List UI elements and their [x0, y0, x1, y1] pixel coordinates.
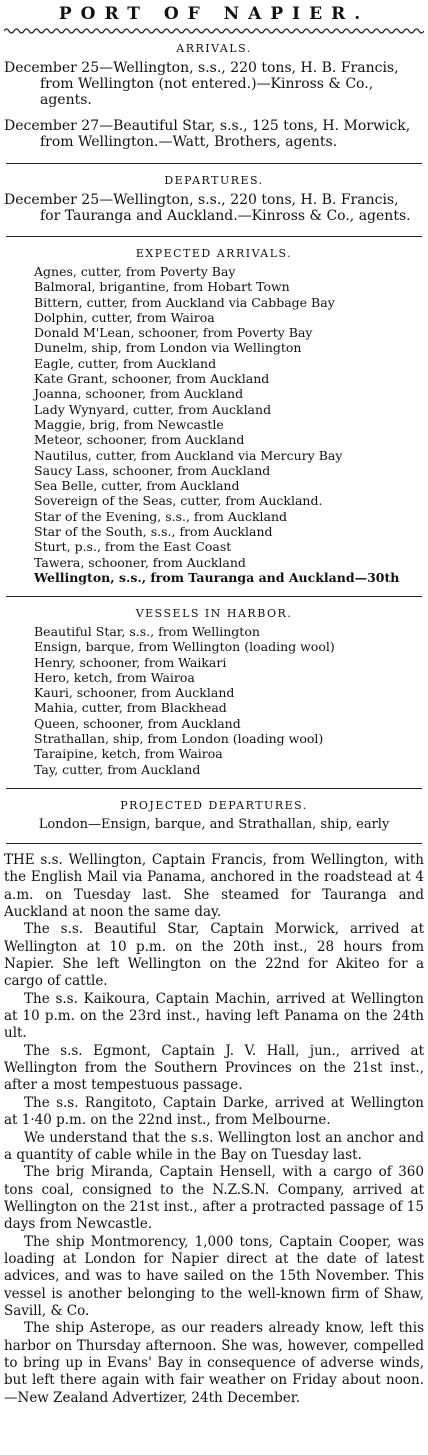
section-divider	[6, 788, 422, 789]
entry-line: December 27—Beautiful Star, s.s., 125 tons, H. Morwick,	[4, 118, 411, 134]
list-item: Hero, ketch, from Wairoa	[34, 669, 195, 685]
list-item: Wellington, s.s., from Tauranga and Auckland—30th	[34, 569, 400, 585]
arrival-entry	[4, 60, 424, 108]
departure-entry	[4, 192, 424, 224]
list-item: Lady Wynyard, cutter, from Auckland	[34, 401, 272, 417]
news-paragraph: The ship Montmorency, 1,000 tons, Captain Cooper, was loading at London for Napier direct at the date of latest advices, and was to have sailed on the 15th November. This vessel is another belonging to the well-known firm of Shaw, Savill, & Co.	[4, 1233, 424, 1319]
shipping-news	[4, 852, 424, 1407]
arrivals-heading: ARRIVALS.	[176, 42, 252, 55]
list-item: Nautilus, cutter, from Auckland via Mercury Bay	[34, 447, 343, 463]
list-item: Strathallan, ship, from London (loading wool)	[34, 731, 324, 747]
list-item: Sovereign of the Seas, cutter, from Auckland.	[34, 493, 323, 509]
list-item: Maggie, brig, from Newcastle	[34, 416, 224, 432]
entry-line: from Wellington.—Watt, Brothers, agents.	[40, 134, 338, 150]
list-item: Queen, schooner, from Auckland	[34, 715, 241, 731]
entry-line: December 25—Wellington, s.s., 220 tons, H. B. Francis,	[4, 60, 399, 76]
entry-line: from Wellington (not entered.)—Kinross & Co.,	[40, 76, 374, 92]
wavy-rule	[4, 27, 424, 35]
list-item: Kauri, schooner, from Auckland	[34, 685, 235, 701]
list-item: Sea Belle, cutter, from Auckland	[34, 478, 240, 494]
news-paragraph: The s.s. Egmont, Captain J. V. Hall, jun., arrived at Wellington from the Southern Provinces on the 21st inst., after a most tempestuous passage.	[4, 1042, 424, 1094]
list-item: Joanna, schooner, from Auckland	[34, 386, 244, 402]
news-paragraph: THE s.s. Wellington, Captain Francis, from Wellington, with the English Mail via Panama, anchored in the roadstead at 4 a.m. on Tuesday last. She steamed for Tauranga and Auckland at noon the same day.	[4, 852, 424, 921]
news-paragraph: The s.s. Kaikoura, Captain Machin, arrived at Wellington at 10 p.m. on the 23rd inst., having left Panama on the 24th ult.	[4, 990, 424, 1042]
list-item: Mahia, cutter, from Blackhead	[34, 700, 227, 716]
list-item: Donald M'Lean, schooner, from Poverty Bay	[34, 325, 313, 341]
list-item: Meteor, schooner, from Auckland	[34, 432, 245, 448]
list-item: Henry, schooner, from Waikari	[34, 654, 227, 670]
section-divider	[6, 843, 422, 844]
news-paragraph: The s.s. Rangitoto, Captain Darke, arrived at Wellington at 1·40 p.m. on the 22nd inst., from Melbourne.	[4, 1094, 424, 1129]
list-item: Sturt, p.s., from the East Coast	[34, 539, 232, 555]
list-item: Tay, cutter, from Auckland	[34, 761, 201, 777]
news-paragraph: The brig Miranda, Captain Hensell, with a cargo of 360 tons coal, consigned to the N.Z.S.N. Company, arrived at Wellington on the 21st inst., after a protracted passage of 15 days from Newcastle.	[4, 1164, 424, 1233]
vessels-in-harbor-list	[34, 624, 426, 777]
arrival-entry	[4, 118, 424, 150]
projected-departures-heading: PROJECTED DEPARTURES.	[120, 799, 308, 812]
list-item: Kate Grant, schooner, from Auckland	[34, 371, 270, 387]
list-item: Saucy Lass, schooner, from Auckland	[34, 462, 271, 478]
list-item: Agnes, cutter, from Poverty Bay	[34, 264, 236, 279]
news-paragraph: We understand that the s.s. Wellington lost an anchor and a quantity of cable while in the Bay on Tuesday last.	[4, 1129, 424, 1163]
expected-arrivals-list	[34, 264, 426, 585]
list-item: Dolphin, cutter, from Wairoa	[34, 309, 215, 325]
list-item: Taraipine, ketch, from Wairoa	[34, 746, 223, 762]
list-item: Star of the South, s.s., from Auckland	[34, 524, 273, 540]
projected-departure-line: London—Ensign, barque, and Strathallan, ship, early	[38, 817, 390, 832]
list-item: Balmoral, brigantine, from Hobart Town	[34, 279, 290, 295]
entry-line: December 25—Wellington, s.s., 220 tons, H. B. Francis,	[4, 192, 399, 208]
news-paragraph: The ship Asterope, as our readers already know, left this harbor on Thursday afternoon. She was, however, compelled to bring up in Evans' Bay in consequence of adverse winds, but left there again with fair weather on Friday about noon.—New Zealand Advertizer, 24th December.	[4, 1320, 424, 1406]
entry-line: for Tauranga and Auckland.—Kinross & Co., agents.	[40, 208, 411, 224]
departures-heading: DEPARTURES.	[164, 174, 264, 187]
list-item: Tawera, schooner, from Auckland	[34, 554, 246, 570]
page-title: PORT OF NAPIER.	[58, 4, 370, 24]
entry-line: agents.	[40, 92, 92, 108]
list-item: Dunelm, ship, from London via Wellington	[34, 340, 302, 356]
vessels-in-harbor-heading: VESSELS IN HARBOR.	[135, 607, 293, 620]
list-item: Bittern, cutter, from Auckland via Cabbage Bay	[34, 294, 335, 310]
section-divider	[6, 163, 422, 164]
list-item: Ensign, barque, from Wellington (loading wool)	[34, 639, 335, 655]
news-paragraph: The s.s. Beautiful Star, Captain Morwick, arrived at Wellington at 10 p.m. on the 20th inst., 28 hours from Napier. She left Wellington on the 22nd for Akiteo for a cargo of cattle.	[4, 921, 424, 990]
section-divider	[6, 596, 422, 597]
list-item: Eagle, cutter, from Auckland	[34, 355, 217, 371]
expected-arrivals-heading: EXPECTED ARRIVALS.	[135, 247, 293, 260]
list-item: Star of the Evening, s.s., from Auckland	[34, 508, 288, 524]
list-item: Beautiful Star, s.s., from Wellington	[34, 624, 260, 639]
section-divider	[6, 236, 422, 237]
